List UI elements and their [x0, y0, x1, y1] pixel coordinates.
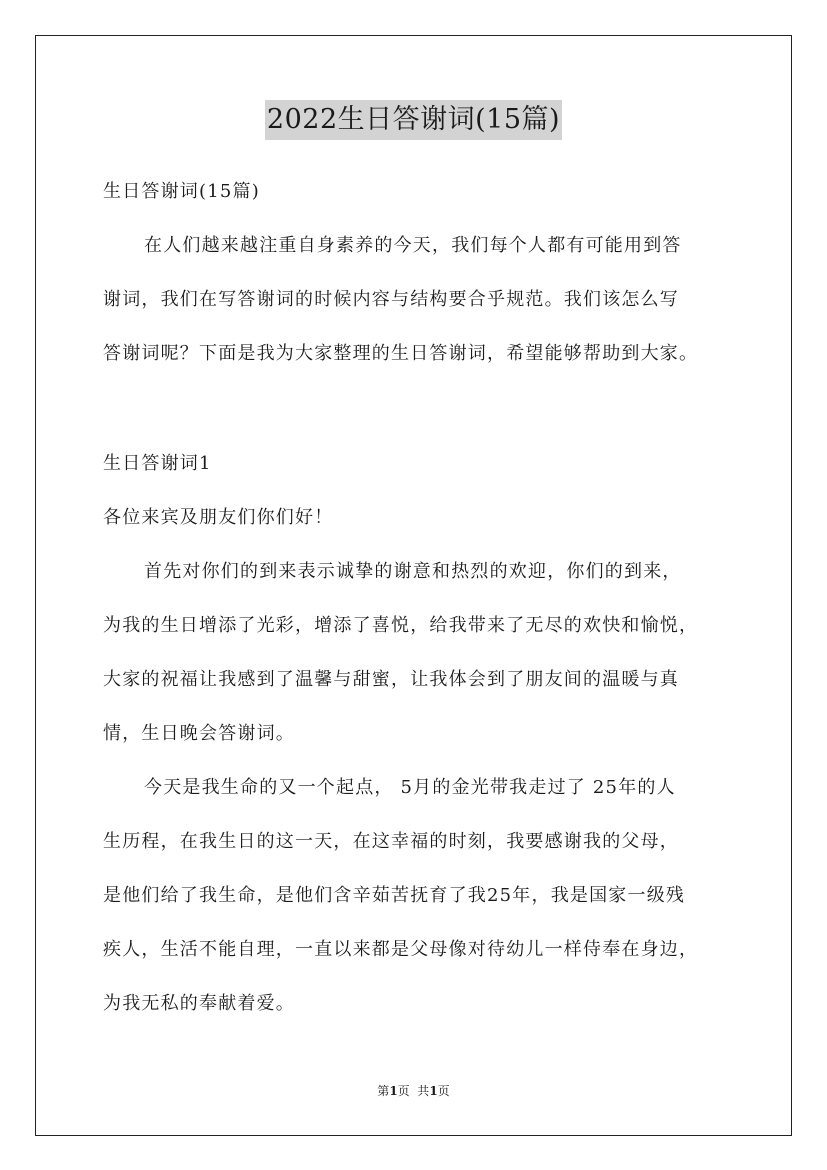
page-total: 1 — [429, 1084, 438, 1098]
page-footer — [0, 1083, 827, 1099]
greeting: 各位来宾及朋友们你们好！ — [103, 507, 334, 528]
paragraph-line: 生历程，在我生日的这一天，在这幸福的时刻，我要感谢我的父母， — [103, 831, 679, 852]
paragraph-line: 疾人，生活不能自理，一直以来都是父母像对待幼儿一样侍奉在身边， — [103, 939, 699, 960]
paragraph-line: 大家的祝福让我感到了温馨与甜蜜，让我体会到了朋友间的温暖与真 — [103, 669, 679, 690]
subtitle: 生日答谢词(15篇) — [103, 181, 260, 202]
page-current: 1 — [389, 1084, 398, 1098]
paragraph-line: 情，生日晚会答谢词。 — [103, 723, 295, 744]
paragraph-line: 为我的生日增添了光彩，增添了喜悦，给我带来了无尽的欢快和愉悦， — [103, 615, 699, 636]
intro-line: 答谢词呢？下面是我为大家整理的生日答谢词，希望能够帮助到大家。 — [103, 343, 699, 364]
paragraph-line: 今天是我生命的又一个起点， 5月的金光带我走过了 25年的人 — [144, 777, 676, 798]
intro-line: 在人们越来越注重自身素养的今天，我们每个人都有可能用到答 — [144, 235, 682, 256]
document-title: 2022生日答谢词(15篇) — [265, 100, 562, 140]
paragraph-line: 是他们给了我生命，是他们含辛茹苦抚育了我25年，我是国家一级残 — [103, 885, 686, 906]
page-prefix: 第 — [377, 1084, 390, 1098]
section-heading: 生日答谢词1 — [103, 453, 212, 474]
title-container — [0, 100, 827, 140]
paragraph-line: 为我无私的奉献着爱。 — [103, 993, 295, 1014]
paragraph-line: 首先对你们的到来表示诚挚的谢意和热烈的欢迎，你们的到来， — [144, 561, 682, 582]
page-suffix: 页 — [437, 1084, 450, 1098]
intro-line: 谢词，我们在写答谢词的时候内容与结构要合乎规范。我们该怎么写 — [103, 289, 679, 310]
page-mid: 页 共 — [397, 1084, 430, 1098]
